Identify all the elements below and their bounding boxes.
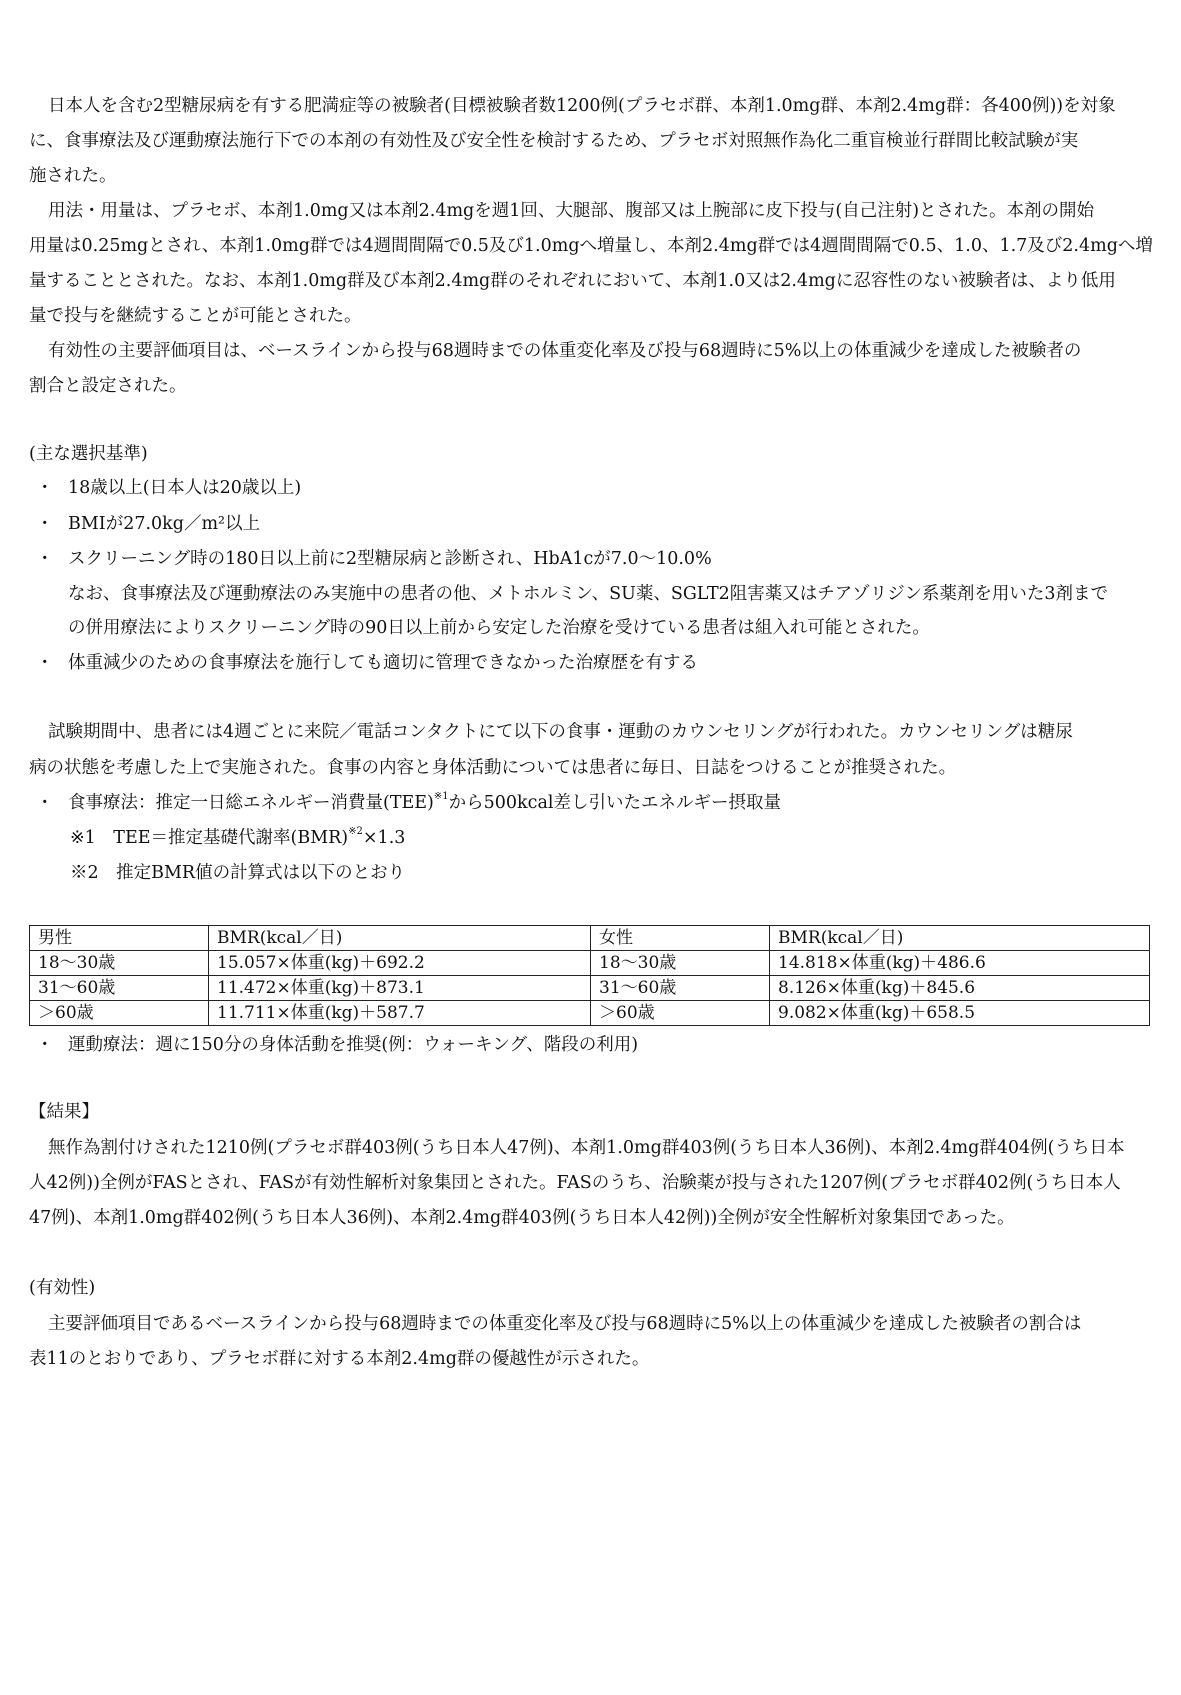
bullet: ・ — [36, 478, 54, 498]
table-cell: 14.818×体重(kg)＋486.6 — [770, 951, 1150, 976]
table-cell: 11.472×体重(kg)＋873.1 — [209, 976, 591, 1001]
header-cell: 男性 — [30, 926, 209, 951]
counseling-line: 試験期間中、患者には4週ごとに来院／電話コンタクトにて以下の食事・運動のカウンセリングが行われた。カウンセリングは糖尿 — [48, 722, 1073, 742]
table-row — [30, 976, 1150, 1001]
header-cell: BMR(kcal／日) — [209, 926, 591, 951]
dosage-line: 用量は0.25mgとされ、本剤1.0mg群では4週間間隔で0.5及び1.0mgへ増量し、本剤2.4mg群では4週間間隔で0.5、1.0、1.7及び2.4mgへ増 — [29, 236, 1153, 256]
table-row — [30, 951, 1150, 976]
dosage-line: 量することとされた。なお、本剤1.0mg群及び本剤2.4mg群のそれぞれにおいて、本剤1.0又は2.4mgに忍容性のない被験者は、より低用 — [29, 271, 1116, 291]
table-cell: ＞60歳 — [591, 1001, 770, 1026]
note-1 — [70, 827, 405, 849]
efficacy-line: 主要評価項目であるベースラインから投与68週時までの体重変化率及び投与68週時に5%以上の体重減少を達成した被験者の割合は — [48, 1314, 1082, 1334]
intro-line: 日本人を含む2型糖尿病を有する肥満症等の被験者(目標被験者数1200例(プラセボ群、本剤1.0mg群、本剤2.4mg群：各400例))を対象 — [48, 96, 1116, 116]
endpoint-line: 割合と設定された。 — [29, 376, 187, 396]
bullet: ・ — [36, 793, 54, 813]
bullet: ・ — [36, 1035, 54, 1055]
criteria-item: BMIが27.0kg／m²以上 — [68, 514, 261, 534]
results-heading: 【結果】 — [29, 1102, 99, 1122]
dosage-line: 量で投与を継続することが可能とされた。 — [29, 306, 362, 326]
table-cell: 11.711×体重(kg)＋587.7 — [209, 1001, 591, 1026]
table-cell: 31～60歳 — [591, 976, 770, 1001]
table-cell: 18～30歳 — [591, 951, 770, 976]
note-text: ※1 TEE＝推定基礎代謝率(BMR) — [70, 828, 349, 848]
criteria-item: 体重減少のための食事療法を施行しても適切に管理できなかった治療歴を有する — [68, 653, 698, 673]
footnote-ref: ※1 — [433, 791, 449, 802]
diet-therapy — [68, 792, 781, 814]
criteria-note: なお、食事療法及び運動療法のみ実施中の患者の他、メトホルミン、SU薬、SGLT2阻害薬又はチアゾリジン系薬剤を用いた3剤まで — [68, 584, 1108, 604]
table-cell: 9.082×体重(kg)＋658.5 — [770, 1001, 1150, 1026]
table-cell: 8.126×体重(kg)＋845.6 — [770, 976, 1150, 1001]
criteria-note: の併用療法によりスクリーニング時の90日以上前から安定した治療を受けている患者は組入れ可能とされた。 — [68, 618, 930, 638]
criteria-item: 18歳以上(日本人は20歳以上) — [68, 478, 302, 498]
intro-line: 施された。 — [29, 166, 117, 186]
header-cell: 女性 — [591, 926, 770, 951]
bmr-table — [29, 925, 1150, 1026]
footnote-ref: ※2 — [348, 826, 363, 837]
table-header-row — [30, 926, 1150, 951]
efficacy-heading: (有効性) — [29, 1278, 96, 1298]
results-line: 47例)、本剤1.0mg群402例(うち日本人36例)、本剤2.4mg群403例(うち日本人42例))全例が安全性解析対象集団であった。 — [29, 1208, 1015, 1228]
efficacy-line: 表11のとおりであり、プラセボ群に対する本剤2.4mg群の優越性が示された。 — [29, 1349, 650, 1369]
table-cell: 31～60歳 — [30, 976, 209, 1001]
table-cell: ＞60歳 — [30, 1001, 209, 1026]
exercise-therapy: 運動療法：週に150分の身体活動を推奨(例：ウォーキング、階段の利用) — [68, 1035, 639, 1055]
bullet: ・ — [36, 653, 54, 673]
bullet: ・ — [36, 514, 54, 534]
header-cell: BMR(kcal／日) — [770, 926, 1150, 951]
diet-text: 食事療法：推定一日総エネルギー消費量(TEE) — [68, 793, 434, 813]
table-cell: 15.057×体重(kg)＋692.2 — [209, 951, 591, 976]
note-text: ×1.3 — [362, 828, 406, 848]
results-line: 無作為割付けされた1210例(プラセボ群403例(うち日本人47例)、本剤1.0mg群403例(うち日本人36例)、本剤2.4mg群404例(うち日本 — [48, 1138, 1125, 1158]
intro-line: に、食事療法及び運動療法施行下での本剤の有効性及び安全性を検討するため、プラセボ対照無作為化二重盲検並行群間比較試験が実 — [29, 131, 1079, 151]
table-cell: 18～30歳 — [30, 951, 209, 976]
dosage-line: 用法・用量は、プラセボ、本剤1.0mg又は本剤2.4mgを週1回、大腿部、腹部又は上腕部に皮下投与(自己注射)とされた。本剤の開始 — [48, 201, 1095, 221]
bullet: ・ — [36, 549, 54, 569]
criteria-heading: (主な選択基準) — [29, 444, 148, 464]
note-2: ※2 推定BMR値の計算式は以下のとおり — [70, 863, 406, 883]
criteria-item: スクリーニング時の180日以上前に2型糖尿病と診断され、HbA1cが7.0～10.0% — [68, 549, 712, 569]
counseling-line: 病の状態を考慮した上で実施された。食事の内容と身体活動については患者に毎日、日誌をつけることが推奨された。 — [29, 758, 957, 778]
diet-text: から500kcal差し引いたエネルギー摂取量 — [448, 793, 781, 813]
table-row — [30, 1001, 1150, 1026]
results-line: 人42例))全例がFASとされ、FASが有効性解析対象集団とされた。FASのうち、治験薬が投与された1207例(プラセボ群402例(うち日本人 — [29, 1173, 1121, 1193]
endpoint-line: 有効性の主要評価項目は、ベースラインから投与68週時までの体重変化率及び投与68週時に5%以上の体重減少を達成した被験者の — [48, 341, 1082, 361]
